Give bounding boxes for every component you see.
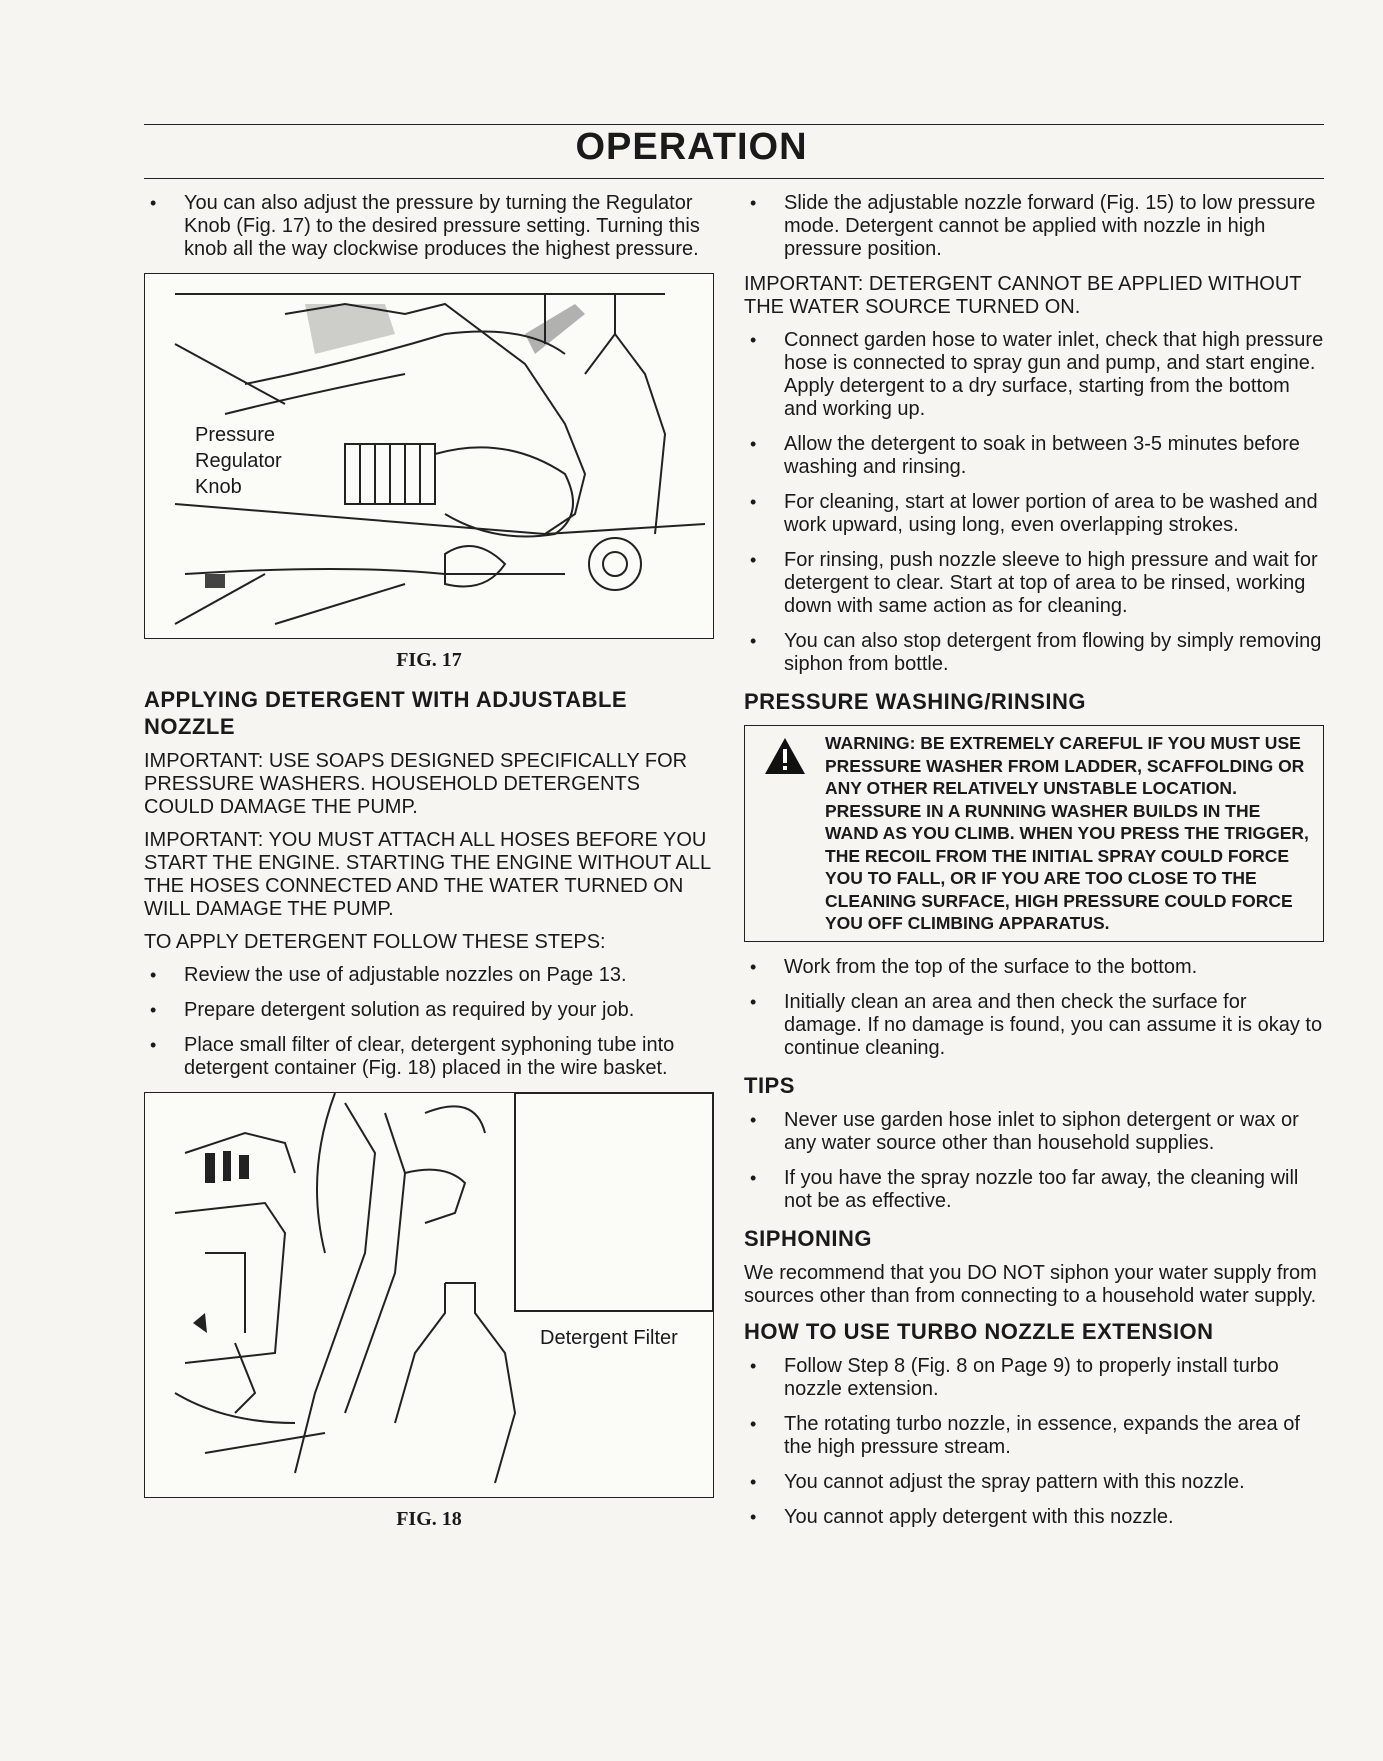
tips-list	[744, 1109, 1324, 1213]
list-item: • For cleaning, start at lower portion of area to be washed and work upward, using long, even overlapping strokes.	[744, 491, 1324, 537]
section-heading: HOW TO USE TURBO NOZZLE EXTENSION	[744, 1318, 1214, 1344]
list-item: • Follow Step 8 (Fig. 8 on Page 9) to properly install turbo nozzle extension.	[744, 1355, 1324, 1401]
figure-17	[144, 273, 714, 639]
detergent-steps-list	[744, 329, 1324, 676]
list-item: • You can also adjust the pressure by turning the Regulator Knob (Fig. 17) to the desired pressure setting. Turning this knob all the way clockwise produces the highest pressure.	[144, 192, 714, 261]
section-heading: PRESSURE WASHING/RINSING	[744, 689, 1087, 714]
figure-label: Detergent Filter	[540, 1327, 678, 1349]
figure-caption: FIG. 17	[396, 649, 462, 671]
section-heading: APPLYING DETERGENT WITH ADJUSTABLE NOZZLE	[144, 687, 628, 739]
steps-list	[144, 964, 714, 1080]
important-note: IMPORTANT: DETERGENT CANNOT BE APPLIED WITHOUT THE WATER SOURCE TURNED ON.	[744, 273, 1302, 318]
figure-caption: FIG. 18	[396, 1508, 462, 1530]
pressure-list	[744, 956, 1324, 1060]
figure-18	[144, 1092, 714, 1498]
top-rule	[144, 124, 1324, 125]
title-rule	[144, 178, 1324, 179]
detergent-bottle-illustration	[145, 1093, 714, 1497]
list-item: • Place small filter of clear, detergent syphoning tube into detergent container (Fig. 18) placed in the wire basket.	[144, 1034, 714, 1080]
intro-list	[144, 192, 714, 261]
steps-intro: TO APPLY DETERGENT FOLLOW THESE STEPS:	[144, 931, 606, 953]
list-item: • Allow the detergent to soak in between 3-5 minutes before washing and rinsing.	[744, 433, 1324, 479]
list-item: • You can also stop detergent from flowing by simply removing siphon from bottle.	[744, 630, 1324, 676]
section-heading: TIPS	[744, 1072, 795, 1098]
slide-list	[744, 192, 1324, 261]
warning-box	[744, 725, 1324, 942]
list-item: • Initially clean an area and then check the surface for damage. If no damage is found, you can assume it is okay to continue cleaning.	[744, 991, 1324, 1060]
turbo-list	[744, 1355, 1324, 1529]
list-item: • The rotating turbo nozzle, in essence, expands the area of the high pressure stream.	[744, 1413, 1324, 1459]
list-item: • Never use garden hose inlet to siphon detergent or wax or any water source other than household supplies.	[744, 1109, 1324, 1155]
warning-icon	[763, 736, 807, 776]
list-item: • You cannot adjust the spray pattern with this nozzle.	[744, 1471, 1324, 1494]
important-note: IMPORTANT: USE SOAPS DESIGNED SPECIFICALLY FOR PRESSURE WASHERS. HOUSEHOLD DETERGENTS COULD DAMAGE THE PUMP.	[144, 750, 688, 818]
list-item: • You cannot apply detergent with this nozzle.	[744, 1506, 1324, 1529]
page-title: OPERATION	[575, 126, 808, 168]
list-item: • If you have the spray nozzle too far away, the cleaning will not be as effective.	[744, 1167, 1324, 1213]
list-item: • Review the use of adjustable nozzles on Page 13.	[144, 964, 714, 987]
list-item: • Prepare detergent solution as required by your job.	[144, 999, 714, 1022]
list-item: • Work from the top of the surface to the bottom.	[744, 956, 1324, 979]
section-heading: SIPHONING	[744, 1225, 872, 1251]
right-column	[744, 192, 1324, 1541]
important-note: IMPORTANT: YOU MUST ATTACH ALL HOSES BEFORE YOU START THE ENGINE. STARTING THE ENGINE WITHOUT ALL THE HOSES CONNECTED AND THE WATER TURNED ON WILL DAMAGE THE PUMP.	[144, 829, 711, 920]
list-item: • For rinsing, push nozzle sleeve to high pressure and wait for detergent to clear. Start at top of area to be rinsed, working down with same action as for cleaning.	[744, 549, 1324, 618]
list-item: • Slide the adjustable nozzle forward (Fig. 15) to low pressure mode. Detergent cannot be applied with nozzle in high pressure position.	[744, 192, 1324, 261]
left-column	[144, 192, 714, 1545]
warning-text: WARNING: BE EXTREMELY CAREFUL IF YOU MUST USE PRESSURE WASHER FROM LADDER, SCAFFOLDING OR ANY OTHER RELATIVELY UNSTABLE LOCATION. PRESSURE IN A RUNNING WASHER BUILDS IN THE WAND AS YOU CLIMB. WHEN YOU PRESS THE TRIGGER, THE RECOIL FROM THE INITIAL SPRAY COULD FORCE YOU TO FALL, OR IF YOU ARE TOO CLOSE TO THE CLEANING SURFACE, HIGH PRESSURE COULD FORCE YOU OFF CLIMBING APPARATUS.	[825, 733, 1309, 933]
figure-label: Pressure Regulator Knob	[195, 424, 282, 498]
list-item: • Connect garden hose to water inlet, check that high pressure hose is connected to spray gun and pump, and start engine. Apply detergent to a dry surface, starting from the bottom and working up.	[744, 329, 1324, 421]
siphoning-text: We recommend that you DO NOT siphon your water supply from sources other than from connecting to a household water supply.	[744, 1261, 1317, 1307]
